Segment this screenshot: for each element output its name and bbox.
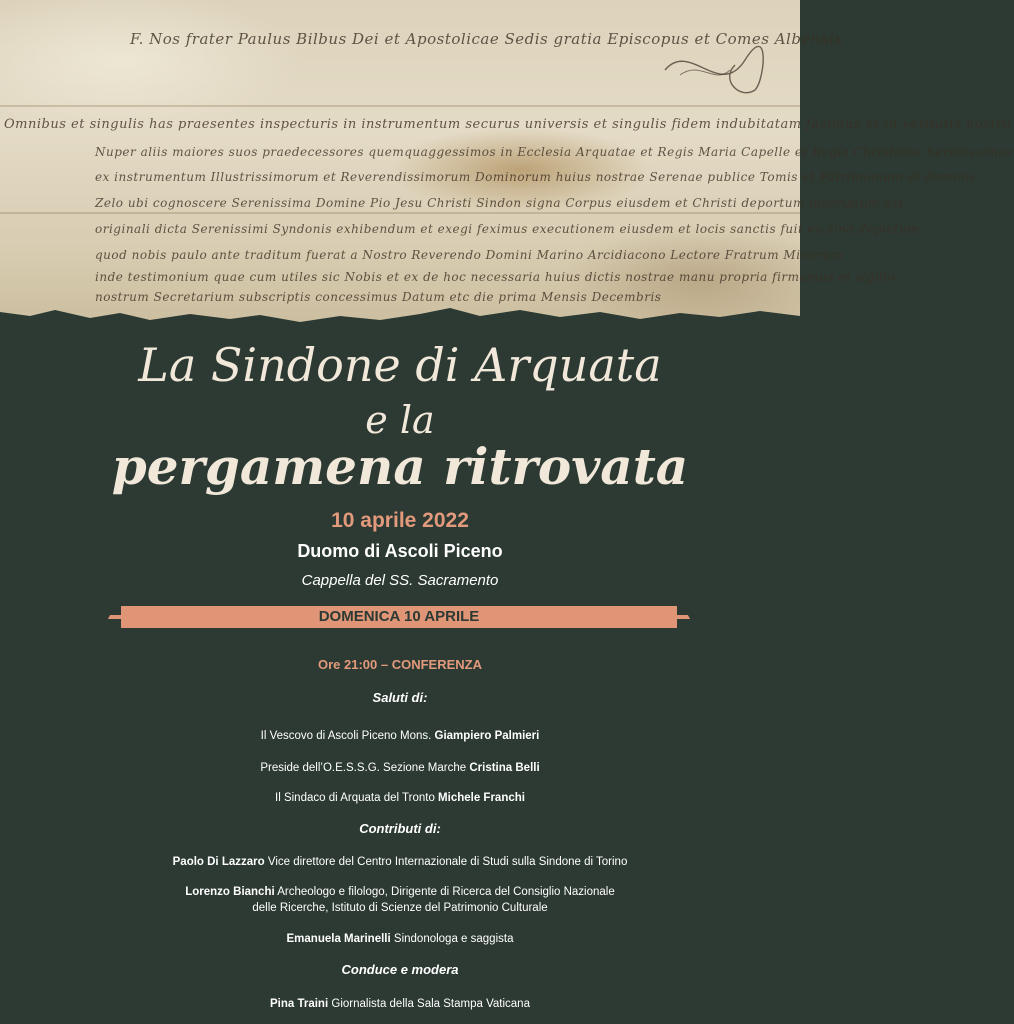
parchment-fold [0,105,800,107]
manuscript-heading-line: F. Nos frater Paulus Bilbus Dei et Apostolicae Sedis gratia Episcopus et Comes Albensis [130,30,843,48]
greeting-item [0,790,800,806]
parchment-fold [0,212,800,214]
contributor-name: Paolo Di Lazzaro [172,856,265,868]
contributor-name: Emanuela Marinelli [286,933,391,945]
contributor-desc: delle Ricerche, Istituto di Scienze del Patrimonio Culturale [252,902,548,914]
greeting-role: Preside dell’O.E.S.S.G. Sezione Marche [260,762,467,774]
contribution-item [0,854,800,870]
contributor-desc: Vice direttore del Centro Internazionale di Studi sulla Sindone di Torino [267,856,628,868]
manuscript-line: originali dicta Serenissimi Syndonis exhibendum et exegi feximus executionem eiusdem et locis sanctis fuit ea sina depictum [95,222,920,236]
greeting-name: Michele Franchi [438,792,525,804]
greeting-item [0,728,800,744]
greeting-item [0,760,800,776]
event-venue: Duomo di Ascoli Piceno [297,541,503,561]
contributor-desc: Sindonologa e saggista [393,933,514,945]
contribution-item-continued [0,900,800,916]
contributions-heading: Contributi di: [359,821,441,836]
manuscript-line: ex instrumentum Illustrissimorum et Reverendissimorum Dominorum huius nostrae Serenae publice Tomis et Patrimonium et dominis [95,170,977,184]
manuscript-line: nostrum Secretarium subscriptis concessimus Datum etc die prima Mensis Decembris [95,290,662,304]
moderator-heading: Conduce e modera [341,962,459,977]
event-date: 10 aprile 2022 [331,509,469,532]
contributor-desc: Archeologo e filologo, Dirigente di Ricerca del Consiglio Nazionale [277,886,615,898]
moderator-item [0,996,800,1012]
moderator-desc: Giornalista della Sala Stampa Vaticana [331,998,530,1010]
flourish-ornament [660,40,770,100]
contribution-item [0,931,800,947]
event-title-line2: e la [365,398,435,442]
greeting-name: Cristina Belli [469,762,540,774]
day-banner: DOMENICA 10 APRILE [121,606,677,628]
greeting-role: Il Sindaco di Arquata del Tronto [275,792,435,804]
greeting-role: Il Vescovo di Ascoli Piceno Mons. [260,730,432,742]
greeting-name: Giampiero Palmieri [434,730,540,742]
manuscript-line: Zelo ubi cognoscere Serenissima Domine Pio Jesu Christi Sindon signa Corpus eiusdem et Christi deportum inscriptum est [95,196,904,210]
event-chapel: Cappella del SS. Sacramento [301,572,499,589]
event-time: Ore 21:00 – CONFERENZA [318,657,482,672]
contributor-name: Lorenzo Bianchi [185,886,275,898]
manuscript-line: Omnibus et singulis has praesentes inspecturis in instrumentum securus universis et singulis fidem indubitatam facimus et in veritatis nostro [4,117,1012,132]
moderator-name: Pina Traini [270,998,329,1010]
greetings-heading: Saluti di: [372,690,428,705]
manuscript-line: Nuper aliis maiores suos praedecessores quemquaggessimos in Ecclesia Arquatae et Regis Maria Capelle et Regia Christiane Serenissimae [95,145,1014,159]
manuscript-line: quod nobis paulo ante traditum fuerat a Nostro Reverendo Domini Marino Arcidiacono Lectore Fratrum Minorum [95,248,843,262]
contribution-item [0,884,800,900]
manuscript-line: inde testimonium quae cum utiles sic Nobis et ex de hoc necessaria huius dictis nostrae manu propria firmamus et sigillo [95,270,896,284]
event-title-line1: La Sindone di Arquata [138,338,662,392]
event-title-line3: pergamena ritrovata [111,437,689,496]
